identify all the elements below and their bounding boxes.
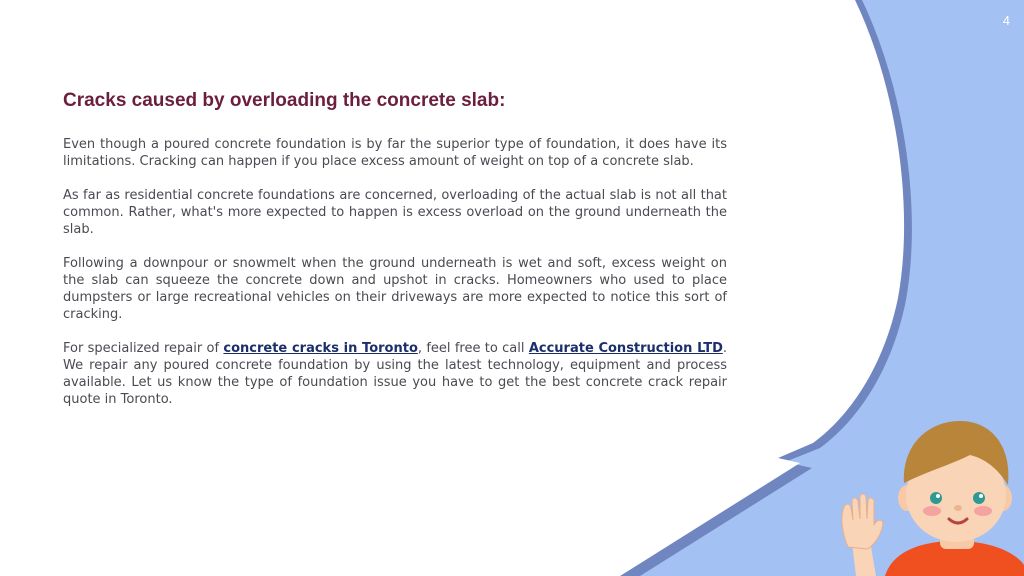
paragraph-4-intro: For specialized repair of	[63, 341, 224, 356]
boy-left-eye-shine	[936, 494, 940, 498]
paragraph-3: Following a downpour or snowmelt when the ground underneath is wet and soft, excess weight on the slab can squeeze the concrete down and upshot in cracks. Homeowners who used to place dumpsters or large recreational vehicles on their driveways are more expected to notice this sort of cracking.	[63, 256, 727, 322]
body-text	[63, 136, 727, 425]
paragraph-2: As far as residential concrete foundations are concerned, overloading of the actual slab is not all that common. Rather, what's more expected to happen is excess overload on the ground underneath the slab.	[63, 188, 727, 237]
paragraph-4	[63, 340, 727, 408]
boy-right-cheek	[974, 506, 992, 516]
boy-nose	[954, 505, 962, 511]
page-number: 4	[1002, 13, 1010, 28]
concrete-cracks-link[interactable]: concrete cracks in Toronto	[223, 341, 418, 356]
paragraph-4-outro: . We repair any poured concrete foundation by using the latest technology, equipment and process available. Let us know the type of foundation issue you have to get the best concrete crack repair quote in Toronto.	[63, 341, 728, 407]
boy-left-eye	[930, 492, 942, 504]
paragraph-1: Even though a poured concrete foundation is by far the superior type of foundation, it does have its limitations. Cracking can happen if you place excess amount of weight on top of a concrete slab.	[63, 137, 727, 169]
boy-right-eye-shine	[979, 494, 983, 498]
slide-title: Cracks caused by overloading the concrete slab:	[63, 90, 506, 111]
boy-hand	[842, 494, 883, 549]
paragraph-4-middle: , feel free to call	[417, 341, 529, 356]
accurate-construction-link[interactable]: Accurate Construction LTD	[528, 341, 723, 356]
waving-boy-icon	[830, 415, 1024, 576]
boy-left-cheek	[923, 506, 941, 516]
boy-right-eye	[973, 492, 985, 504]
